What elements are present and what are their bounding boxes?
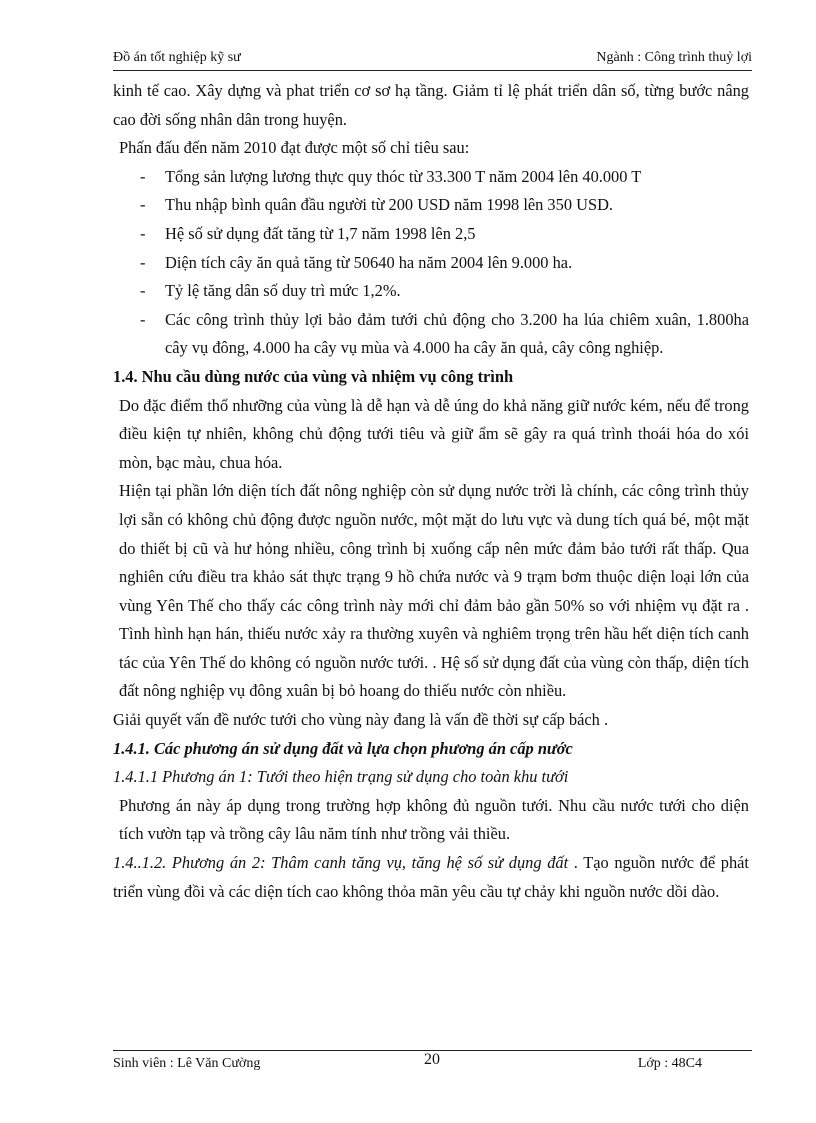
subsection-heading-option-1: 1.4.1.1 Phương án 1: Tưới theo hiện trạng sử dụng cho toàn khu tưới [113,767,569,787]
section-heading-1-4: 1.4. Nhu cầu dùng nước của vùng và nhiệm vụ công trình [113,366,514,386]
page-content [113,77,749,906]
paragraph-option-1: Phương án này áp dụng trong trường hợp không đủ nguồn tưới. Nhu cầu nước tưới cho diện tích vườn tạp và trồng cây lâu năm tính như trồng vải thiều. [119,795,749,844]
list-item: - Diện tích cây ăn quả tăng từ 50640 ha năm 2004 lên 9.000 ha. [140,252,573,272]
page-header [113,46,752,71]
paragraph-current-state: Hiện tại phần lớn diện tích đất nông nghiệp còn sử dụng nước trời là chính, các công trình thủy lợi sẵn có không chủ động được nguồn nước, một mặt do lưu vực và dung tích quá bé, một mặt do thiết bị cũ và hư hỏng nhiều, công trình bị xuống cấp nên mức đảm bảo tưới rất thấp. Qua nghiên cứu điều tra khảo sát thực trạng 9 hồ chứa nước và 9 trạm bơm thuộc diện loại lớn của vùng Yên Thế cho thấy các công trình này mới chỉ đảm bảo gần 50% so với nhiệm vụ đặt ra . Tình hình hạn hán, thiếu nước xảy ra thường xuyên và nghiêm trọng trên hầu hết diện tích canh tác của Yên Thế do không có nguồn nước tưới. . Hệ số sử dụng đất của vùng còn thấp, diện tích đất nông nghiệp vụ đông xuân bị bỏ hoang do thiếu nước còn nhiều. [119,481,749,701]
footer-student: Sinh viên : Lê Văn Cường [113,1056,261,1071]
section-heading-1-4-1: 1.4.1. Các phương án sử dụng đất và lựa chọn phương án cấp nước [113,738,573,758]
paragraph-economy: kinh tế cao. Xây dựng và phat triển cơ sơ hạ tầng. Giảm tỉ lệ phát triển dân số, từng bước nâng cao đời sống nhân dân trong huyện. [113,81,749,129]
paragraph-soil: Do đặc điểm thổ nhưỡng của vùng là dễ hạn và dễ úng do khả năng giữ nước kém, nếu để trong điều kiện tự nhiên, không chủ động tưới tiêu và giữ ẩm sẽ gây ra quá trình thoái hóa do xói mòn, bạc màu, chua hóa. [119,395,749,472]
subsection-heading-option-2: 1.4..1.2. Phương án 2: Thâm canh tăng vụ, tăng hệ số sử dụng đất [113,853,569,873]
paragraph-option-2: 1.4..1.2. Phương án 2: Thâm canh tăng vụ, tăng hệ số sử dụng đất . Tạo nguồn nước để phát triển vùng đồi và các diện tích cao không thỏa mãn yêu cầu tự chảy khi nguồn nước dồi dào. [113,853,749,901]
footer-class: Lớp : 48C4 [637,1056,702,1071]
page-number: 20 [424,1051,440,1068]
paragraph-targets-intro: Phấn đấu đến năm 2010 đạt được một số chỉ tiêu sau: [119,138,470,158]
page-footer [113,1050,752,1075]
list-item: - Tỷ lệ tăng dân số duy trì mức 1,2%. [140,281,401,301]
header-field: Ngành : Công trình thuỷ lợi [596,50,752,65]
list-item: - Các công trình thủy lợi bảo đảm tưới chủ động cho 3.200 ha lúa chiêm xuân, 1.800ha cây vụ đông, 4.000 ha cây vụ mùa và 4.000 ha cây ăn quả, cây công nghiệp. [140,309,749,358]
list-item: - Tổng sản lượng lương thực quy thóc từ 33.300 T năm 2004 lên 40.000 T [140,166,642,186]
paragraph-urgency: Giải quyết vấn đề nước tưới cho vùng này đang là vấn đề thời sự cấp bách . [113,710,609,730]
list-item: - Hệ số sử dụng đất tăng từ 1,7 năm 1998 lên 2,5 [140,223,476,243]
targets-list [113,163,749,363]
header-thesis-title: Đồ án tốt nghiệp kỹ sư [113,50,241,65]
list-item: - Thu nhập bình quân đầu người từ 200 USD năm 1998 lên 350 USD. [140,195,614,215]
